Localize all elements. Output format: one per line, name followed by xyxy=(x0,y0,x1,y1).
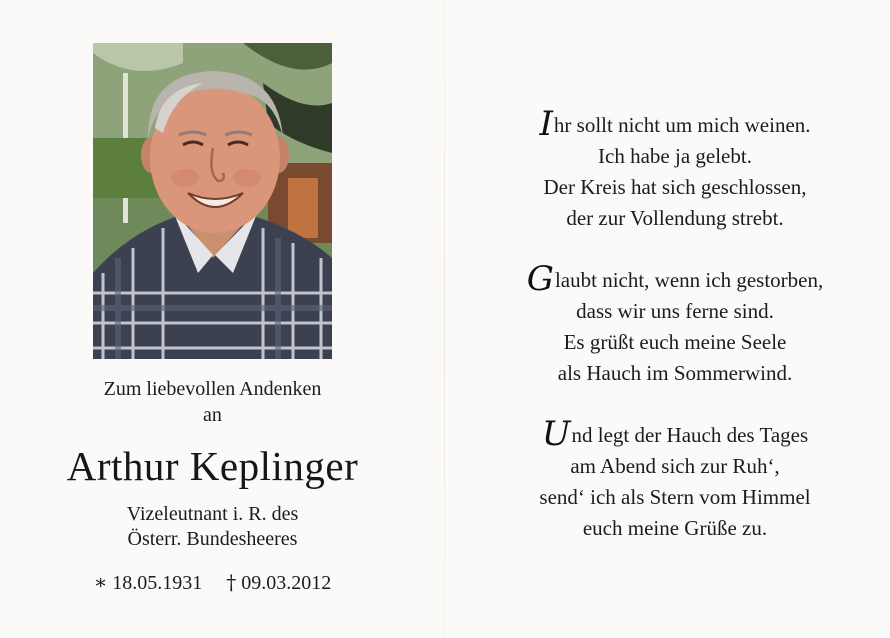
poem-line: Ich habe ja gelebt. xyxy=(598,144,752,168)
life-dates xyxy=(40,570,385,595)
poem-line-rest: hr sollt nicht um mich weinen. xyxy=(553,113,811,137)
poem-stanza-2 xyxy=(470,259,880,389)
poem-line: Es grüßt euch meine Seele xyxy=(563,330,787,354)
card-fold-line xyxy=(444,0,445,638)
in-loving-memory-text: Zum liebevollen Andenken xyxy=(103,378,322,400)
poem-stanza-1 xyxy=(470,104,880,234)
decorative-initial: I xyxy=(539,104,553,144)
portrait-illustration xyxy=(93,43,332,359)
death-date: 09.03.2012 xyxy=(241,572,332,594)
poem-line-rest: laubt nicht, wenn ich gestorben, xyxy=(554,268,824,292)
army-text: Österr. Bundesheeres xyxy=(127,528,298,550)
poem-line: als Hauch im Sommerwind. xyxy=(557,361,793,385)
poem-line xyxy=(470,414,880,454)
an-text: an xyxy=(203,404,222,426)
born-symbol: ∗ xyxy=(93,570,108,594)
poem-line: Der Kreis hat sich geschlossen, xyxy=(543,175,807,199)
decorative-initial: U xyxy=(541,414,571,454)
poem-line-rest: nd legt der Hauch des Tages xyxy=(571,423,809,447)
poem-line: der zur Vollendung strebt. xyxy=(566,206,784,230)
died-symbol: † xyxy=(226,570,237,594)
rank-text: Vizeleutnant i. R. des xyxy=(126,503,299,525)
poem-line: dass wir uns ferne sind. xyxy=(576,299,774,323)
decorative-initial: G xyxy=(526,259,554,299)
birth-date: 18.05.1931 xyxy=(112,572,203,594)
poem-line xyxy=(470,104,880,144)
poem xyxy=(470,104,880,544)
poem-line: euch meine Grüße zu. xyxy=(582,516,768,540)
poem-stanza-3 xyxy=(470,414,880,544)
poem-line: send‘ ich als Stern vom Himmel xyxy=(539,485,811,509)
portrait-photo xyxy=(93,43,332,359)
poem-line: am Abend sich zur Ruh‘, xyxy=(570,454,780,478)
deceased-name: Arthur Keplinger xyxy=(66,443,359,489)
poem-line xyxy=(470,259,880,299)
